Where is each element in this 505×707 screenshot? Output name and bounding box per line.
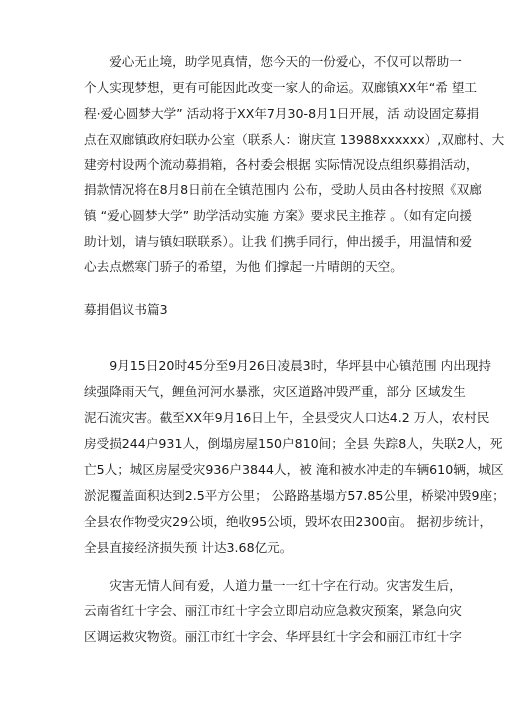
text-line: 镇 “爱心圆梦大学” 助学活动实施 方案》要求民主推荐 。（如有定向援 [84,208,472,223]
text-line: 捐款情况将在8月8日前在全镇范围内 公布，受助人员由各村按照《双廊 [84,182,482,197]
text-line: 建旁村设两个流动募捐箱，各村委会根据 实际情况设点组织募捐活动， [84,157,479,172]
text-line: 个人实现梦想，更有可能因此改变一家人的命运。双廊镇XX年“希 望工 [84,80,478,95]
text-line: 爱心无止境，助学见真情，您今天的一份爱心，不仅可以帮助一 [84,54,462,69]
text-line: 亡5人；城区房屋受灾936户3844人，被 淹和被水冲走的车辆610辆，城区 [84,462,504,477]
text-line: 全县农作物受灾29公顷，绝收95公顷，毁坏农田2300亩。 据初步统计， [84,514,493,529]
text-line: 全县直接经济损失预 计达3.68亿元。 [84,540,293,555]
text-line: 9月15日20时45分至9月26日凌晨3时，华坪县中心镇范围 内出现持 [84,358,491,373]
text-line: 助计划，请与镇妇联联系）。让我 们携手同行，伸出援手，用温情和爱 [84,234,473,249]
text-line: 泥石流灾害。截至XX年9月16日上午，全县受灾人口达4.2 万人，农村民 [84,410,490,425]
section-heading: 募捐倡议书篇3 [84,302,168,317]
text-line: 云南省红十字会、丽江市红十字会立即启动应急救灾预案，紧急向灾 [84,603,462,618]
text-line: 区调运救灾物资。丽江市红十字会、华坪县红十字会和丽江市红十字 [84,629,462,644]
text-line: 心去点燃寒门骄子的希望，为他 们撑起一片晴朗的天空。 [84,259,403,274]
text-line: 续强降雨天气，鲤鱼河河水暴涨，灾区道路冲毁严重，部分 区域发生 [84,384,466,399]
text-line: 程·爱心圆梦大学” 活动将于XX年7月30-8月1日开展，活 动设固定募捐 [84,106,480,121]
text-line: 灾害无情人间有爱，人道力量一一红十字在行动。灾害发生后， [84,578,462,593]
text-line: 淤泥覆盖面积达到2.5平方公里； 公路路基塌方57.85公里，桥梁冲毁9座； [84,488,505,503]
text-line: 点在双廊镇政府妇联办公室（联系人：谢庆宣 13988xxxxxx）,双廊村、大 [84,132,505,147]
text-line: 房受损244户931人，倒塌房屋150户810间；全县 失踪8人，失联2人，死 [84,436,503,451]
